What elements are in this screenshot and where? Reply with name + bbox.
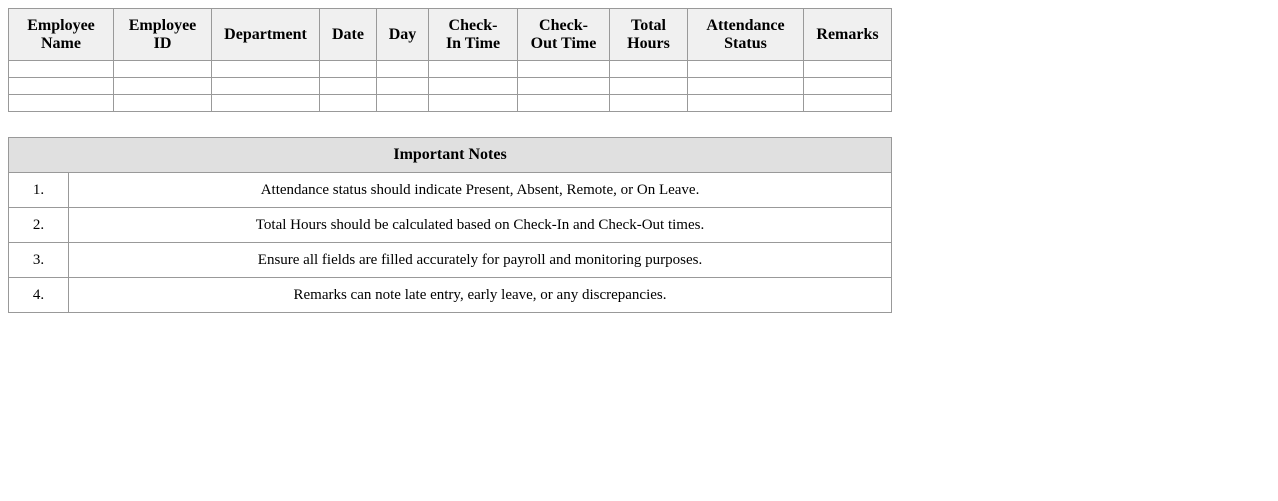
note-row: [9, 278, 892, 313]
table-cell[interactable]: [518, 95, 610, 112]
column-header-line: Employee: [128, 16, 197, 34]
table-cell[interactable]: [114, 95, 212, 112]
table-cell[interactable]: [518, 61, 610, 78]
table-cell[interactable]: [610, 95, 688, 112]
table-cell[interactable]: [9, 61, 114, 78]
column-header-line: In Time: [445, 34, 501, 52]
table-cell[interactable]: [688, 61, 804, 78]
table-row: [9, 78, 892, 95]
table-cell[interactable]: [377, 61, 429, 78]
column-header-line: Out Time: [530, 34, 597, 52]
attendance-table: [8, 8, 892, 112]
note-text: Ensure all fields are filled accurately for payroll and monitoring purposes.: [69, 243, 892, 278]
table-cell[interactable]: [804, 78, 892, 95]
table-cell[interactable]: [114, 61, 212, 78]
table-cell[interactable]: [377, 95, 429, 112]
column-header-line: Check-: [539, 16, 588, 34]
note-number: 3.: [9, 243, 69, 278]
important-notes-table: [8, 137, 892, 313]
note-text: Remarks can note late entry, early leave, or any discrepancies.: [69, 278, 892, 313]
table-cell[interactable]: [114, 78, 212, 95]
column-header-day: [377, 9, 429, 61]
table-row: [9, 95, 892, 112]
notes-title: Important Notes: [9, 138, 892, 173]
table-cell[interactable]: [212, 61, 320, 78]
column-header-line: Date: [332, 25, 364, 43]
note-number: 1.: [9, 173, 69, 208]
table-cell[interactable]: [610, 78, 688, 95]
column-header-line: Total: [631, 16, 666, 34]
column-header-line: Name: [41, 34, 81, 52]
column-header-total-hours: [610, 9, 688, 61]
table-cell[interactable]: [377, 78, 429, 95]
table-cell[interactable]: [610, 61, 688, 78]
column-header-date: [320, 9, 377, 61]
note-row: [9, 208, 892, 243]
column-header-employee-name: [9, 9, 114, 61]
column-header-line: Hours: [627, 34, 670, 52]
table-cell[interactable]: [429, 61, 518, 78]
column-header-line: Status: [724, 34, 767, 52]
note-number: 2.: [9, 208, 69, 243]
table-cell[interactable]: [212, 78, 320, 95]
column-header-attendance-status: [688, 9, 804, 61]
table-cell[interactable]: [429, 78, 518, 95]
notes-title-row: [9, 138, 892, 173]
table-cell[interactable]: [9, 95, 114, 112]
column-header-check-in-time: [429, 9, 518, 61]
table-cell[interactable]: [320, 95, 377, 112]
note-row: [9, 173, 892, 208]
column-header-line: Check-: [448, 16, 498, 34]
table-cell[interactable]: [212, 95, 320, 112]
table-row: [9, 61, 892, 78]
note-number: 4.: [9, 278, 69, 313]
column-header-remarks: [804, 9, 892, 61]
table-cell[interactable]: [804, 95, 892, 112]
note-row: [9, 243, 892, 278]
column-header-line: Remarks: [816, 25, 879, 43]
table-cell[interactable]: [804, 61, 892, 78]
column-header-employee-id: [114, 9, 212, 61]
table-cell[interactable]: [688, 78, 804, 95]
column-header-line: Department: [224, 25, 307, 43]
table-cell[interactable]: [320, 61, 377, 78]
table-cell[interactable]: [518, 78, 610, 95]
column-header-line: Day: [388, 25, 417, 43]
column-header-line: Employee: [27, 16, 95, 34]
table-cell[interactable]: [9, 78, 114, 95]
table-cell[interactable]: [429, 95, 518, 112]
table-cell[interactable]: [320, 78, 377, 95]
column-header-department: [212, 9, 320, 61]
note-text: Total Hours should be calculated based on Check-In and Check-Out times.: [69, 208, 892, 243]
table-cell[interactable]: [688, 95, 804, 112]
note-text: Attendance status should indicate Present, Absent, Remote, or On Leave.: [69, 173, 892, 208]
column-header-check-out-time: [518, 9, 610, 61]
column-header-line: Attendance: [706, 16, 785, 34]
attendance-header-row: [9, 9, 892, 61]
column-header-line: ID: [153, 34, 172, 52]
